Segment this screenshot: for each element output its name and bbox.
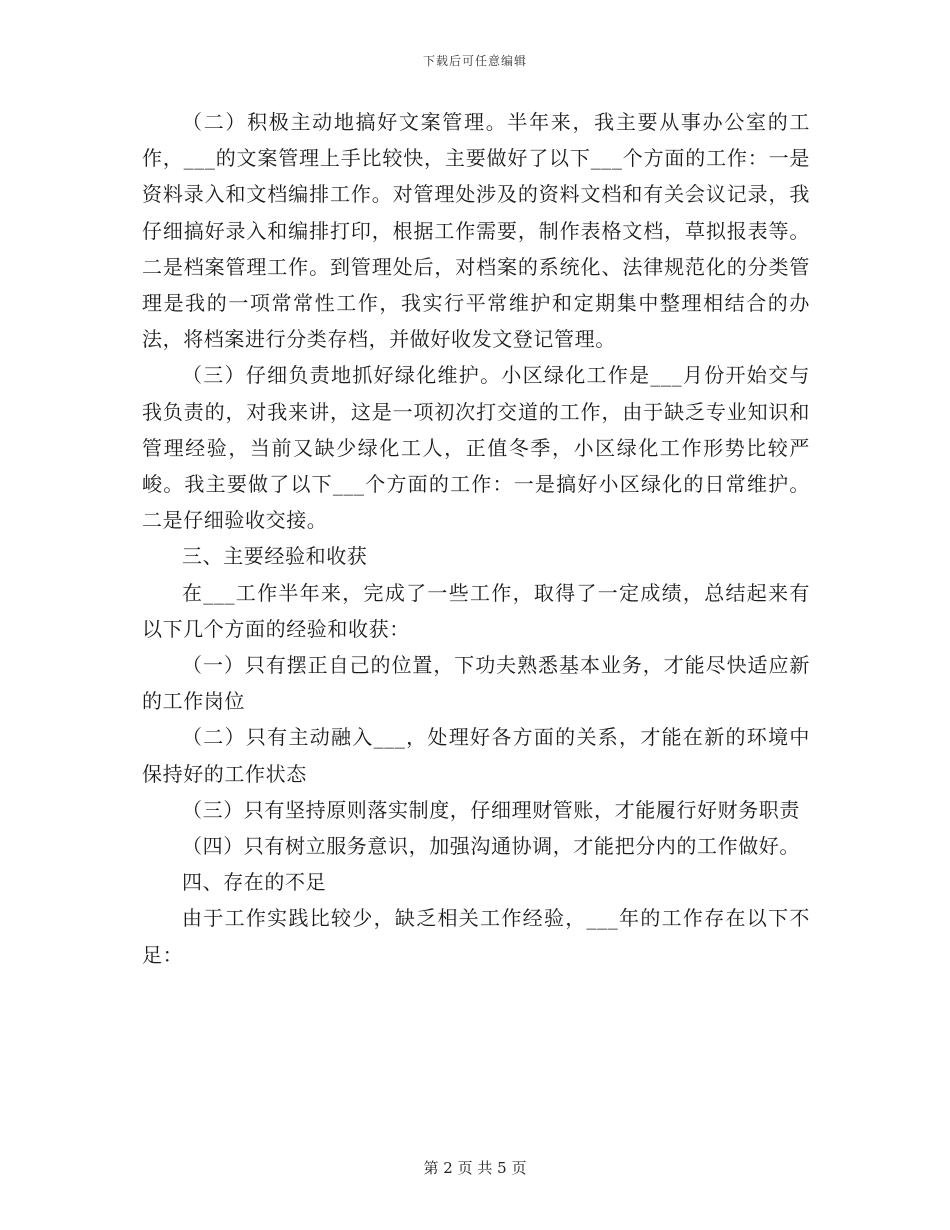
paragraph-shortcomings-intro: 由于工作实践比较少，缺乏相关工作经验，___年的工作存在以下不足： [142,906,810,967]
list-item-experience-3: （三）只有坚持原则落实制度，仔细理财管账，才能履行好财务职责 [182,797,800,822]
paragraph-greening-maintenance: （三）仔细负责地抓好绿化维护。小区绿化工作是___月份开始交与我负责的，对我来讲，这是一项初次打交道的工作，由于缺乏专业知识和管理经验，当前又缺少绿化工人，正值冬季，小区绿化工作形势比较严峻。我主要做了以下___个方面的工作：一是搞好小区绿化的日常维护。二是仔细验收交接。 [142,363,810,533]
paragraph-experience-intro: 在___工作半年来，完成了一些工作，取得了一定成绩，总结起来有以下几个方面的经验和收获： [142,580,810,641]
list-item-experience-2: （二）只有主动融入___，处理好各方面的关系，才能在新的环境中保持好的工作状态 [142,725,810,786]
paragraph-file-management: （二）积极主动地搞好文案管理。半年来，我主要从事办公室的工作，___的文案管理上手比较快，主要做好了以下___个方面的工作：一是资料录入和文档编排工作。对管理处涉及的资料文档和有关会议记录，我仔细搞好录入和编排打印，根据工作需要，制作表格文档，草拟报表等。二是档案管理工作。到管理处后，对档案的系统化、法律规范化的分类管理是我的一项常常性工作，我实行平常维护和定期集中整理相结合的办法，将档案进行分类存档，并做好收发文登记管理。 [142,110,810,352]
list-item-experience-4: （四）只有树立服务意识，加强沟通协调，才能把分内的工作做好。 [182,834,800,859]
section-heading-experience: 三、主要经验和收获 [182,544,368,569]
page-header: 下载后可任意编辑 [422,54,527,68]
page-number: 第 2 页 共 5 页 [423,1159,527,1177]
section-heading-shortcomings: 四、存在的不足 [182,870,327,895]
list-item-experience-1: （一）只有摆正自己的位置，下功夫熟悉基本业务，才能尽快适应新的工作岗位 [142,653,810,714]
document-body [142,104,810,973]
